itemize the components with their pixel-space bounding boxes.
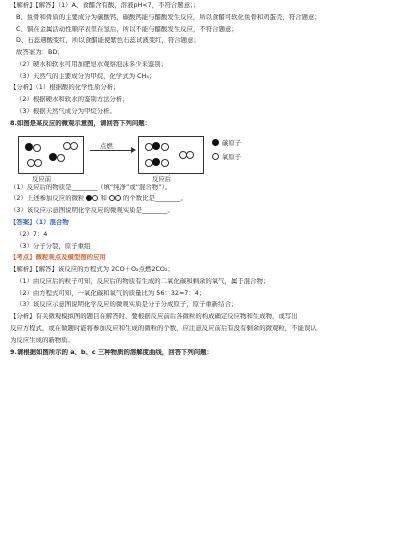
- analysis-line: 为反应生成的新物质。: [10, 336, 74, 344]
- text-line: D、石蕊遇酸变红，所以食醋能使紫色石蕊试液变红，符合题意；: [16, 37, 200, 45]
- oxygen-atom: [186, 151, 194, 159]
- arrow-label: 点燃: [100, 141, 113, 150]
- question-1: （1）反应后的物质是________（填“纯净”或“混合物”）。: [10, 183, 172, 191]
- question-2-and: 和: [100, 195, 107, 203]
- analysis-line: 【解析】【解答】该反应的方程式为 2CO＋O₂点燃2CO₂；: [10, 266, 174, 274]
- analysis-line: （1）由反应后的粒子可知，反应后的物质有生成的二氧化碳和剩余的氧气，属于混合物；: [16, 277, 270, 285]
- question-3: （3）该反应示意图说明化学反应的微观实质是________。: [10, 207, 174, 215]
- text-line: （2）根据硬水和软水的鉴别方法分析；: [16, 96, 129, 104]
- oxygen-atom: [57, 154, 65, 162]
- question-2-part-b: 的个数比是________。: [122, 195, 187, 203]
- analysis-line: （3）该反应示意图说明化学反应的微观实质是分子分成原子，原子重新结合；: [16, 301, 238, 309]
- reaction-diagram: [10, 132, 410, 183]
- text-line: （3）根据天然气成分为甲烷分析。: [16, 108, 116, 116]
- text-line: （3）天然气的主要成分为甲烷，化学式为 CH₄；: [16, 72, 156, 80]
- oxygen-atom: [70, 142, 78, 150]
- analysis-line: （2）由方程式可知，一氧化碳和氧气的质量比为 56：32=7：4；: [16, 289, 206, 297]
- answer-line: （2）7：4: [16, 230, 48, 238]
- text-line: C、铜在金属活动性顺序表里在氢后，所以不能与醋酸发生反应，不符合题意；: [16, 25, 238, 33]
- oxygen-atom: [34, 159, 42, 167]
- question-2: [10, 195, 410, 203]
- oxygen-molecule-icon: [115, 195, 121, 201]
- before-caption: 反应前: [32, 174, 52, 183]
- oxygen-legend-icon: [212, 153, 219, 160]
- text-line: 【分析】（1）根据酸的化学性质分析；: [10, 84, 120, 92]
- analysis-line: 反应方程式，或在做题时能将参加反应和生成的微粒的个数，应注意反应前后有没有剩余的微观粒，不能误认: [10, 324, 317, 332]
- legend-carbon-label: 碳原子: [222, 138, 242, 147]
- text-line: B、鱼骨和骨质的主要成分为碳酸钙，碳酸钙能与醋酸发生反应，所以食醋可软化鱼骨和鸡蛋壳，符合题意；: [16, 13, 321, 21]
- text-line: 故答案为：BD；: [16, 49, 64, 57]
- carbon-atom: [25, 143, 33, 151]
- oxygen-molecule-icon: [109, 195, 115, 201]
- question-2-part-a: （2）上述参加反应的微粒: [10, 195, 85, 203]
- answer-line: （3）分子分裂，原子重组: [16, 242, 91, 250]
- oxygen-atom: [161, 159, 169, 167]
- carbon-atom: [49, 153, 57, 161]
- after-caption: 反应后: [152, 174, 172, 183]
- carbon-legend-icon: [212, 139, 219, 146]
- document-page: [10, 2, 410, 360]
- legend-carbon: [212, 138, 241, 147]
- after-box: [138, 136, 204, 174]
- before-box: [18, 136, 84, 174]
- oxygen-atom: [161, 143, 169, 151]
- legend-oxygen-label: 氧原子: [222, 152, 242, 161]
- oxygen-atom: [33, 144, 41, 152]
- next-question-title: 9.请根据如图所示的 a、b、c 三种物质的溶解度曲线，回答下列问题：: [10, 348, 213, 356]
- reaction-arrow: [90, 150, 134, 151]
- question-title: 8.如图是某反应的微观示意图，请回答下列问题：: [10, 119, 152, 127]
- analysis-header-line: 【解析】【解答】（1）A、食醋含有酸，溶液pH<7，不符合题意；；: [10, 2, 200, 9]
- oxygen-atom-icon: [92, 195, 98, 201]
- answer-line: 【答案】（1）混合物: [10, 218, 69, 226]
- carbon-atom: [152, 158, 160, 166]
- topic-line: 【考点】微粒观点及模型图的应用: [10, 254, 106, 262]
- carbon-atom: [152, 142, 160, 150]
- analysis-line: 【分析】有关微观模拟图的题目在解答时，要根据反应前后各微粒的构成确定反应物和生成物，或写出: [10, 313, 298, 321]
- text-line: （2）硬水和软水可用加肥皂水观察泡沫多少来鉴别；: [16, 60, 168, 68]
- legend-oxygen: [212, 152, 241, 161]
